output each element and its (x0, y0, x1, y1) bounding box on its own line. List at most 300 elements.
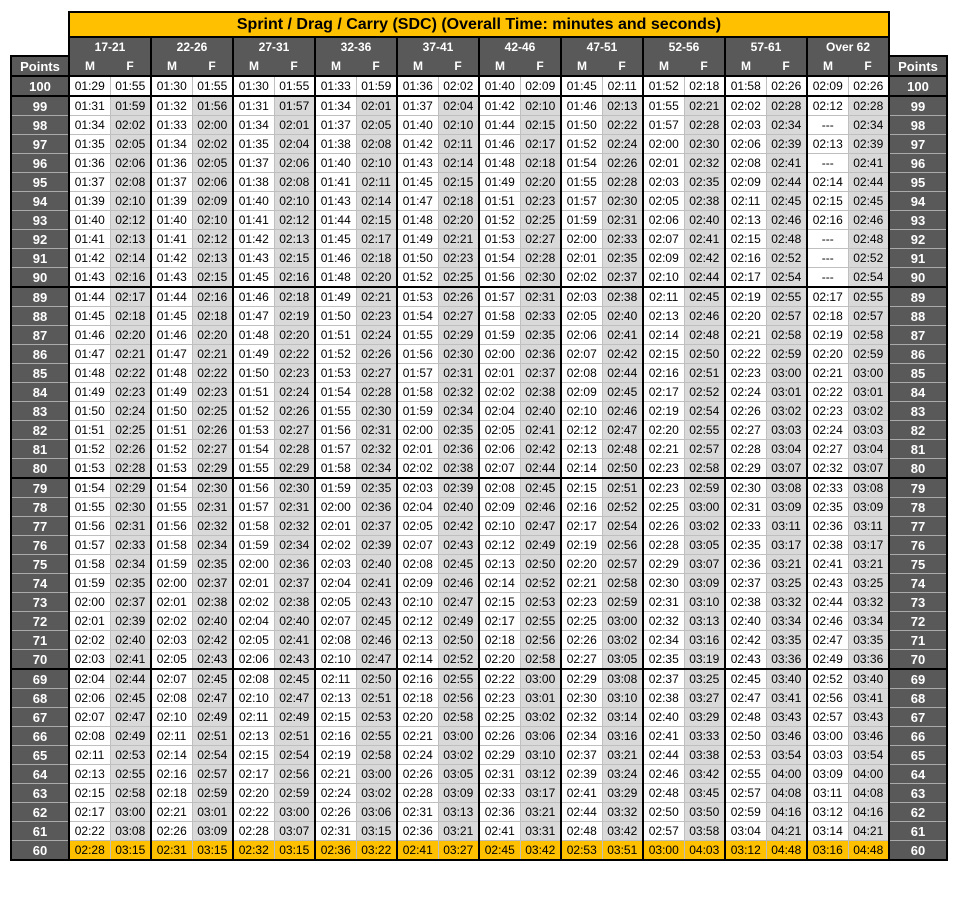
time-cell: 02:26 (848, 76, 889, 96)
points-value-right: 100 (889, 76, 947, 96)
time-cell: 02:18 (356, 249, 397, 268)
time-cell: 01:40 (479, 76, 520, 96)
time-cell: 03:25 (684, 669, 725, 689)
time-cell: 02:44 (684, 268, 725, 288)
time-cell: 03:09 (848, 498, 889, 517)
time-cell: 02:08 (561, 364, 602, 383)
time-cell: 01:47 (397, 192, 438, 211)
time-cell: 03:16 (684, 631, 725, 650)
time-cell: 02:40 (520, 402, 561, 421)
time-cell: 02:40 (725, 612, 766, 631)
table-row (11, 96, 947, 116)
time-cell: 02:44 (848, 173, 889, 192)
time-cell: 02:23 (520, 192, 561, 211)
time-cell: 02:17 (356, 230, 397, 249)
time-cell: 02:02 (561, 268, 602, 288)
male-header: M (643, 56, 684, 76)
time-cell: 02:40 (602, 307, 643, 326)
time-cell: 02:30 (520, 268, 561, 288)
time-cell: 02:36 (520, 345, 561, 364)
time-cell: 02:35 (110, 574, 151, 593)
time-cell: 02:46 (520, 498, 561, 517)
time-cell: 02:14 (151, 746, 192, 765)
spacer (11, 12, 69, 37)
time-cell: 01:32 (151, 96, 192, 116)
time-cell: 03:15 (356, 822, 397, 841)
time-cell: 02:29 (192, 459, 233, 479)
time-cell: 02:36 (438, 440, 479, 459)
time-cell: 02:02 (438, 76, 479, 96)
points-value-right: 73 (889, 593, 947, 612)
time-cell: 03:46 (766, 727, 807, 746)
time-cell: 02:56 (438, 689, 479, 708)
time-cell: 01:37 (233, 154, 274, 173)
points-value-left: 82 (11, 421, 69, 440)
table-row (11, 173, 947, 192)
time-cell: 02:47 (192, 689, 233, 708)
time-cell: 02:55 (848, 287, 889, 307)
time-cell: 02:52 (766, 249, 807, 268)
time-cell: 02:45 (725, 669, 766, 689)
time-cell: 02:23 (643, 459, 684, 479)
table-row (11, 249, 947, 268)
time-cell: 01:54 (561, 154, 602, 173)
time-cell: 02:28 (397, 784, 438, 803)
time-cell: 02:01 (561, 249, 602, 268)
time-cell: 03:04 (766, 440, 807, 459)
table-row (11, 135, 947, 154)
time-cell: 01:52 (151, 440, 192, 459)
time-cell: 02:07 (479, 459, 520, 479)
time-cell: 02:27 (725, 421, 766, 440)
time-cell: 02:13 (643, 307, 684, 326)
female-header: F (520, 56, 561, 76)
time-cell: 01:40 (315, 154, 356, 173)
time-cell: 02:26 (192, 421, 233, 440)
time-cell: 02:09 (643, 249, 684, 268)
time-cell: 01:52 (397, 268, 438, 288)
time-cell: 01:33 (151, 116, 192, 135)
time-cell: 01:54 (69, 478, 110, 498)
time-cell: 02:26 (315, 803, 356, 822)
time-cell: 02:28 (356, 383, 397, 402)
time-cell: 03:00 (643, 841, 684, 861)
points-value-left: 78 (11, 498, 69, 517)
time-cell: 02:00 (561, 230, 602, 249)
time-cell: 02:12 (192, 230, 233, 249)
time-cell: 02:41 (848, 154, 889, 173)
time-cell: 02:47 (602, 421, 643, 440)
time-cell: 02:26 (725, 402, 766, 421)
time-cell: 03:33 (684, 727, 725, 746)
time-cell: 02:44 (520, 459, 561, 479)
time-cell: 02:38 (192, 593, 233, 612)
time-cell: 02:20 (110, 326, 151, 345)
time-cell: 03:29 (684, 708, 725, 727)
time-cell: 02:15 (520, 116, 561, 135)
time-cell: 02:41 (684, 230, 725, 249)
time-cell: 02:28 (233, 822, 274, 841)
time-cell: 03:40 (848, 669, 889, 689)
time-cell: 04:00 (848, 765, 889, 784)
points-value-right: 84 (889, 383, 947, 402)
time-cell: 02:19 (807, 326, 848, 345)
time-cell: 02:14 (561, 459, 602, 479)
age-group-header: 37-41 (397, 37, 479, 56)
time-cell: 02:48 (766, 230, 807, 249)
time-cell: 03:15 (192, 841, 233, 861)
time-cell: 02:47 (807, 631, 848, 650)
time-cell: 01:42 (479, 96, 520, 116)
time-cell: 02:48 (684, 326, 725, 345)
time-cell: 02:56 (602, 536, 643, 555)
table-row (11, 383, 947, 402)
time-cell: 02:29 (479, 746, 520, 765)
time-cell: 02:54 (192, 746, 233, 765)
time-cell: 02:15 (192, 268, 233, 288)
time-cell: 02:41 (561, 784, 602, 803)
time-cell: 02:16 (274, 268, 315, 288)
time-cell: 03:46 (848, 727, 889, 746)
points-value-left: 72 (11, 612, 69, 631)
time-cell: 02:15 (725, 230, 766, 249)
time-cell: 02:13 (274, 230, 315, 249)
points-value-right: 68 (889, 689, 947, 708)
time-cell: 02:02 (233, 593, 274, 612)
time-cell: 02:56 (520, 631, 561, 650)
time-cell: 03:21 (520, 803, 561, 822)
time-cell: 04:03 (684, 841, 725, 861)
time-cell: 02:58 (110, 784, 151, 803)
time-cell: 02:58 (602, 574, 643, 593)
time-cell: 01:43 (69, 268, 110, 288)
time-cell: 02:23 (725, 364, 766, 383)
time-cell: 02:11 (356, 173, 397, 192)
time-cell: 01:57 (479, 287, 520, 307)
points-value-right: 91 (889, 249, 947, 268)
time-cell: 02:10 (397, 593, 438, 612)
time-cell: 02:31 (192, 498, 233, 517)
time-cell: 02:50 (602, 459, 643, 479)
time-cell: 02:32 (192, 517, 233, 536)
time-cell: 02:02 (110, 116, 151, 135)
time-cell: 02:32 (233, 841, 274, 861)
time-cell: 03:07 (274, 822, 315, 841)
time-cell: 01:56 (151, 517, 192, 536)
table-row (11, 593, 947, 612)
time-cell: 03:09 (684, 574, 725, 593)
time-cell: 02:51 (274, 727, 315, 746)
time-cell: 02:18 (192, 307, 233, 326)
time-cell: 02:38 (274, 593, 315, 612)
time-cell: 02:22 (69, 822, 110, 841)
time-cell: 02:33 (479, 784, 520, 803)
points-value-left: 98 (11, 116, 69, 135)
points-value-left: 83 (11, 402, 69, 421)
female-header: F (684, 56, 725, 76)
time-cell: 01:55 (643, 96, 684, 116)
time-cell: 03:17 (848, 536, 889, 555)
time-cell: 02:59 (848, 345, 889, 364)
time-cell: 02:00 (643, 135, 684, 154)
time-cell: 01:58 (397, 383, 438, 402)
time-cell: 02:54 (602, 517, 643, 536)
time-cell: 02:08 (315, 631, 356, 650)
time-cell: 02:33 (110, 536, 151, 555)
time-cell: 02:30 (725, 478, 766, 498)
sdc-score-chart (10, 11, 948, 861)
points-value-right: 78 (889, 498, 947, 517)
time-cell: 04:21 (848, 822, 889, 841)
time-cell: 02:43 (274, 650, 315, 670)
time-cell: 02:53 (520, 593, 561, 612)
time-cell: 02:14 (438, 154, 479, 173)
male-header: M (397, 56, 438, 76)
time-cell: 03:00 (274, 803, 315, 822)
time-cell: 02:12 (397, 612, 438, 631)
time-cell: 01:42 (69, 249, 110, 268)
time-cell: 02:25 (520, 211, 561, 230)
female-header: F (766, 56, 807, 76)
time-cell: 02:30 (110, 498, 151, 517)
time-cell: 03:45 (684, 784, 725, 803)
time-cell: 02:06 (69, 689, 110, 708)
time-cell: 02:57 (807, 708, 848, 727)
time-cell: 02:35 (438, 421, 479, 440)
time-cell: 02:04 (479, 402, 520, 421)
points-value-right: 60 (889, 841, 947, 861)
points-value-left: 64 (11, 765, 69, 784)
time-cell: 03:42 (520, 841, 561, 861)
time-cell: 02:02 (151, 612, 192, 631)
time-cell: 03:16 (807, 841, 848, 861)
time-cell: 02:35 (643, 650, 684, 670)
time-cell: 02:46 (602, 402, 643, 421)
time-cell: 02:45 (848, 192, 889, 211)
time-cell: 02:20 (643, 421, 684, 440)
time-cell: 02:08 (274, 173, 315, 192)
time-cell: 02:08 (69, 727, 110, 746)
table-row (11, 536, 947, 555)
time-cell: 01:58 (315, 459, 356, 479)
time-cell: 01:48 (397, 211, 438, 230)
time-cell: 03:08 (766, 478, 807, 498)
time-cell: 02:36 (725, 555, 766, 574)
points-value-left: 93 (11, 211, 69, 230)
time-cell: 02:52 (807, 669, 848, 689)
title-row (11, 12, 947, 37)
time-cell: 02:44 (807, 593, 848, 612)
points-value-left: 71 (11, 631, 69, 650)
male-header: M (69, 56, 110, 76)
table-row (11, 650, 947, 670)
time-cell: 01:57 (69, 536, 110, 555)
time-cell: 01:36 (151, 154, 192, 173)
time-cell: 01:39 (69, 192, 110, 211)
time-cell: 02:40 (438, 498, 479, 517)
time-cell: 02:23 (438, 249, 479, 268)
time-cell: 02:24 (602, 135, 643, 154)
time-cell: 03:07 (848, 459, 889, 479)
time-cell: 02:42 (684, 249, 725, 268)
female-header: F (110, 56, 151, 76)
time-cell: 01:34 (233, 116, 274, 135)
time-cell: 02:17 (725, 268, 766, 288)
time-cell: 02:11 (151, 727, 192, 746)
time-cell: 01:52 (643, 76, 684, 96)
points-value-left: 69 (11, 669, 69, 689)
time-cell: 02:36 (479, 803, 520, 822)
time-cell: 02:42 (725, 631, 766, 650)
time-cell: 02:06 (479, 440, 520, 459)
time-cell: 02:28 (274, 440, 315, 459)
time-cell: 03:02 (684, 517, 725, 536)
time-cell: 03:24 (602, 765, 643, 784)
time-cell: 02:21 (110, 345, 151, 364)
time-cell: 02:11 (725, 192, 766, 211)
time-cell: 02:22 (807, 383, 848, 402)
time-cell: 02:07 (69, 708, 110, 727)
time-cell: 02:38 (520, 383, 561, 402)
time-cell: 02:45 (766, 192, 807, 211)
time-cell: 02:11 (233, 708, 274, 727)
time-cell: 01:51 (479, 192, 520, 211)
time-cell: 02:11 (643, 287, 684, 307)
time-cell: 03:40 (766, 669, 807, 689)
time-cell: 01:51 (151, 421, 192, 440)
time-cell: 01:43 (151, 268, 192, 288)
time-cell: 02:42 (192, 631, 233, 650)
time-cell: 02:11 (69, 746, 110, 765)
time-cell: 02:08 (479, 478, 520, 498)
time-cell: 02:50 (643, 803, 684, 822)
points-value-left: 67 (11, 708, 69, 727)
time-cell: 02:22 (602, 116, 643, 135)
time-cell: 02:10 (233, 689, 274, 708)
time-cell: 02:43 (192, 650, 233, 670)
points-value-right: 75 (889, 555, 947, 574)
time-cell: 02:25 (643, 498, 684, 517)
time-cell: 02:07 (561, 345, 602, 364)
time-cell: 03:54 (766, 746, 807, 765)
gender-row (11, 56, 947, 76)
time-cell: 02:37 (356, 517, 397, 536)
time-cell: 01:40 (233, 192, 274, 211)
time-cell: 01:59 (110, 96, 151, 116)
time-cell: 02:32 (438, 383, 479, 402)
time-cell: 02:05 (233, 631, 274, 650)
time-cell: 02:15 (315, 708, 356, 727)
time-cell: 02:41 (274, 631, 315, 650)
time-cell: 02:56 (274, 765, 315, 784)
time-cell: --- (807, 249, 848, 268)
time-cell: 02:24 (110, 402, 151, 421)
time-cell: 02:15 (561, 478, 602, 498)
time-cell: 02:26 (274, 402, 315, 421)
time-cell: 01:46 (233, 287, 274, 307)
time-cell: 02:17 (110, 287, 151, 307)
time-cell: 02:55 (766, 287, 807, 307)
time-cell: 02:04 (274, 135, 315, 154)
time-cell: 02:17 (643, 383, 684, 402)
time-cell: 02:34 (274, 536, 315, 555)
time-cell: 02:41 (520, 421, 561, 440)
time-cell: 02:13 (561, 440, 602, 459)
time-cell: 02:10 (561, 402, 602, 421)
points-value-left: 70 (11, 650, 69, 670)
time-cell: 03:41 (766, 689, 807, 708)
time-cell: 02:34 (356, 459, 397, 479)
time-cell: 02:39 (110, 612, 151, 631)
time-cell: 02:28 (848, 96, 889, 116)
time-cell: 02:41 (356, 574, 397, 593)
time-cell: 02:44 (602, 364, 643, 383)
time-cell: 02:32 (561, 708, 602, 727)
time-cell: 03:42 (602, 822, 643, 841)
time-cell: 02:26 (438, 287, 479, 307)
time-cell: 02:29 (561, 669, 602, 689)
time-cell: 01:54 (233, 440, 274, 459)
female-header: F (848, 56, 889, 76)
table-row (11, 154, 947, 173)
time-cell: 02:29 (643, 555, 684, 574)
time-cell: 02:15 (438, 173, 479, 192)
table-row (11, 631, 947, 650)
time-cell: 01:51 (315, 326, 356, 345)
points-value-right: 87 (889, 326, 947, 345)
time-cell: 01:56 (69, 517, 110, 536)
time-cell: 02:30 (643, 574, 684, 593)
time-cell: 02:58 (766, 326, 807, 345)
time-cell: 01:59 (561, 211, 602, 230)
time-cell: 02:35 (725, 536, 766, 555)
points-value-left: 62 (11, 803, 69, 822)
time-cell: 03:11 (807, 784, 848, 803)
time-cell: 02:04 (233, 612, 274, 631)
time-cell: 02:28 (725, 440, 766, 459)
time-cell: 03:36 (848, 650, 889, 670)
time-cell: 03:13 (438, 803, 479, 822)
time-cell: 02:42 (602, 345, 643, 364)
time-cell: 01:46 (315, 249, 356, 268)
time-cell: 03:43 (766, 708, 807, 727)
time-cell: 01:47 (151, 345, 192, 364)
time-cell: 02:50 (725, 727, 766, 746)
table-row (11, 498, 947, 517)
time-cell: 02:10 (315, 650, 356, 670)
time-cell: 02:19 (643, 402, 684, 421)
time-cell: 04:08 (848, 784, 889, 803)
time-cell: 02:40 (110, 631, 151, 650)
time-cell: 01:38 (315, 135, 356, 154)
time-cell: 03:09 (438, 784, 479, 803)
time-cell: 02:20 (233, 784, 274, 803)
time-cell: 03:35 (766, 631, 807, 650)
time-cell: 03:01 (520, 689, 561, 708)
time-cell: --- (807, 154, 848, 173)
time-cell: 03:12 (725, 841, 766, 861)
time-cell: 02:16 (110, 268, 151, 288)
time-cell: 02:24 (807, 421, 848, 440)
time-cell: 02:48 (561, 822, 602, 841)
time-cell: 02:37 (192, 574, 233, 593)
time-cell: 02:05 (561, 307, 602, 326)
time-cell: 02:38 (438, 459, 479, 479)
points-value-right: 71 (889, 631, 947, 650)
time-cell: 01:50 (151, 402, 192, 421)
time-cell: 02:36 (807, 517, 848, 536)
time-cell: 02:48 (602, 440, 643, 459)
